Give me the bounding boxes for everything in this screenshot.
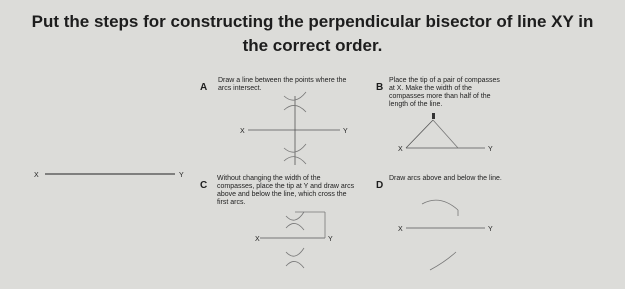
step-caption-b: Place the tip of a pair of compasses at X. Make the width of the compasses more than half of the length of the line. bbox=[389, 77, 500, 108]
step-caption-d: Draw arcs above and below the line. bbox=[389, 175, 502, 182]
step-b-x-label: X bbox=[398, 146, 403, 153]
main-segment-x-label: X bbox=[34, 172, 39, 179]
step-c-y-label: Y bbox=[328, 236, 333, 243]
step-a-x-label: X bbox=[240, 128, 245, 135]
step-a-y-label: Y bbox=[343, 128, 348, 135]
step-c-diagram bbox=[200, 172, 370, 282]
step-letter-b: B bbox=[376, 82, 384, 93]
step-letter-d: D bbox=[376, 180, 384, 191]
step-c-x-label: X bbox=[255, 236, 260, 243]
step-card-a[interactable] bbox=[200, 62, 370, 172]
step-a-diagram bbox=[200, 62, 370, 172]
step-d-x-label: X bbox=[398, 226, 403, 233]
step-d-y-label: Y bbox=[488, 226, 493, 233]
main-segment-y-label: Y bbox=[179, 172, 184, 179]
step-b-diagram bbox=[370, 62, 540, 172]
step-card-b[interactable] bbox=[370, 62, 540, 172]
step-d-diagram bbox=[370, 172, 540, 282]
step-caption-c: Without changing the width of the compasses, place the tip at Y and draw arcs above and below the line, which cross the first arcs. bbox=[217, 175, 355, 206]
question-line-1: Put the steps for constructing the perpendicular bisector of line XY in bbox=[31, 12, 594, 31]
step-b-y-label: Y bbox=[488, 146, 493, 153]
step-card-d[interactable] bbox=[370, 172, 540, 282]
question-line-2: the correct order. bbox=[242, 36, 383, 55]
step-caption-a: Draw a line between the points where the arcs intersect. bbox=[218, 77, 347, 92]
step-card-c[interactable] bbox=[200, 172, 370, 282]
step-letter-a: A bbox=[200, 82, 208, 93]
step-letter-c: C bbox=[200, 180, 208, 191]
